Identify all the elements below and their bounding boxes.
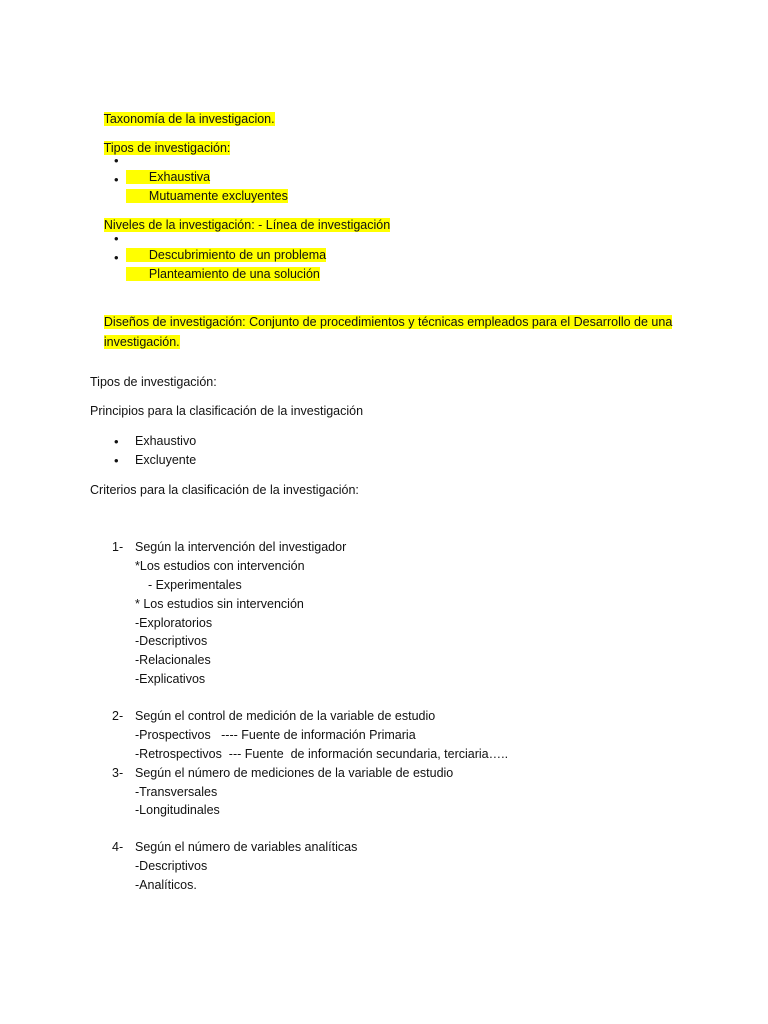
list-sub-item: -Descriptivos [135, 634, 208, 648]
list-item-title: Según el número de mediciones de la variable de estudio [135, 766, 454, 780]
principios-heading: Principios para la clasificación de la investigación [90, 404, 364, 418]
list-sub-item: -Retrospectivos --- Fuente de información secundaria, terciaria….. [135, 747, 509, 761]
list-number: 3- [112, 766, 124, 780]
bullet-icon: • [114, 231, 119, 246]
niveles-item [112, 249, 320, 300]
niveles-item-text: Planteamiento de una solución [126, 267, 320, 281]
bullet-icon: • [114, 250, 119, 265]
tipos-item-text: Exhaustiva [126, 170, 210, 184]
list-sub-item: * Los estudios sin intervención [135, 597, 304, 611]
heading-niveles-text: Niveles de la investigación: - Línea de investigación [103, 218, 391, 232]
disenos-paragraph-line2 [90, 317, 180, 368]
list-sub-item: - Experimentales [141, 578, 242, 592]
bullet-icon: • [114, 153, 119, 168]
list-number: 1- [112, 540, 124, 554]
list-sub-item: -Descriptivos [135, 859, 208, 873]
list-sub-item: -Prospectivos ---- Fuente de información Primaria [135, 728, 416, 742]
bullet-icon: • [114, 172, 119, 187]
list-item-title: Según la intervención del investigador [135, 540, 347, 554]
tipos-item-text: Mutuamente excluyentes [126, 189, 288, 203]
list-sub-item: *Los estudios con intervención [135, 559, 305, 573]
list-sub-item: -Explicativos [135, 672, 206, 686]
bullet-icon: • [114, 434, 119, 449]
list-sub-item: -Transversales [135, 785, 218, 799]
list-sub-item: -Longitudinales [135, 803, 220, 817]
criterios-heading: Criterios para la clasificación de la investigación: [90, 483, 359, 497]
bullet-icon: • [114, 453, 119, 468]
list-number: 2- [112, 709, 124, 723]
list-item-title: Según el número de variables analíticas [135, 840, 358, 854]
list-sub-item: -Analíticos. [135, 878, 197, 892]
tipos-secondary: Tipos de investigación: [90, 375, 217, 389]
disenos-line2-text: investigación. [103, 335, 180, 349]
disenos-line1-text: Diseños de investigación: Conjunto de procedimientos y técnicas empleados para el Desarrollo de una [103, 315, 673, 329]
list-sub-item: -Exploratorios [135, 616, 213, 630]
niveles-item-text: Descubrimiento de un problema [126, 248, 326, 262]
principios-item: Exhaustivo [135, 434, 197, 448]
principios-item: Excluyente [135, 453, 197, 467]
list-sub-item: -Relacionales [135, 653, 211, 667]
heading-taxonomia-text: Taxonomía de la investigacion. [103, 112, 275, 126]
heading-tipos-text: Tipos de investigación: [103, 141, 231, 155]
list-item-title: Según el control de medición de la variable de estudio [135, 709, 436, 723]
list-number: 4- [112, 840, 124, 854]
